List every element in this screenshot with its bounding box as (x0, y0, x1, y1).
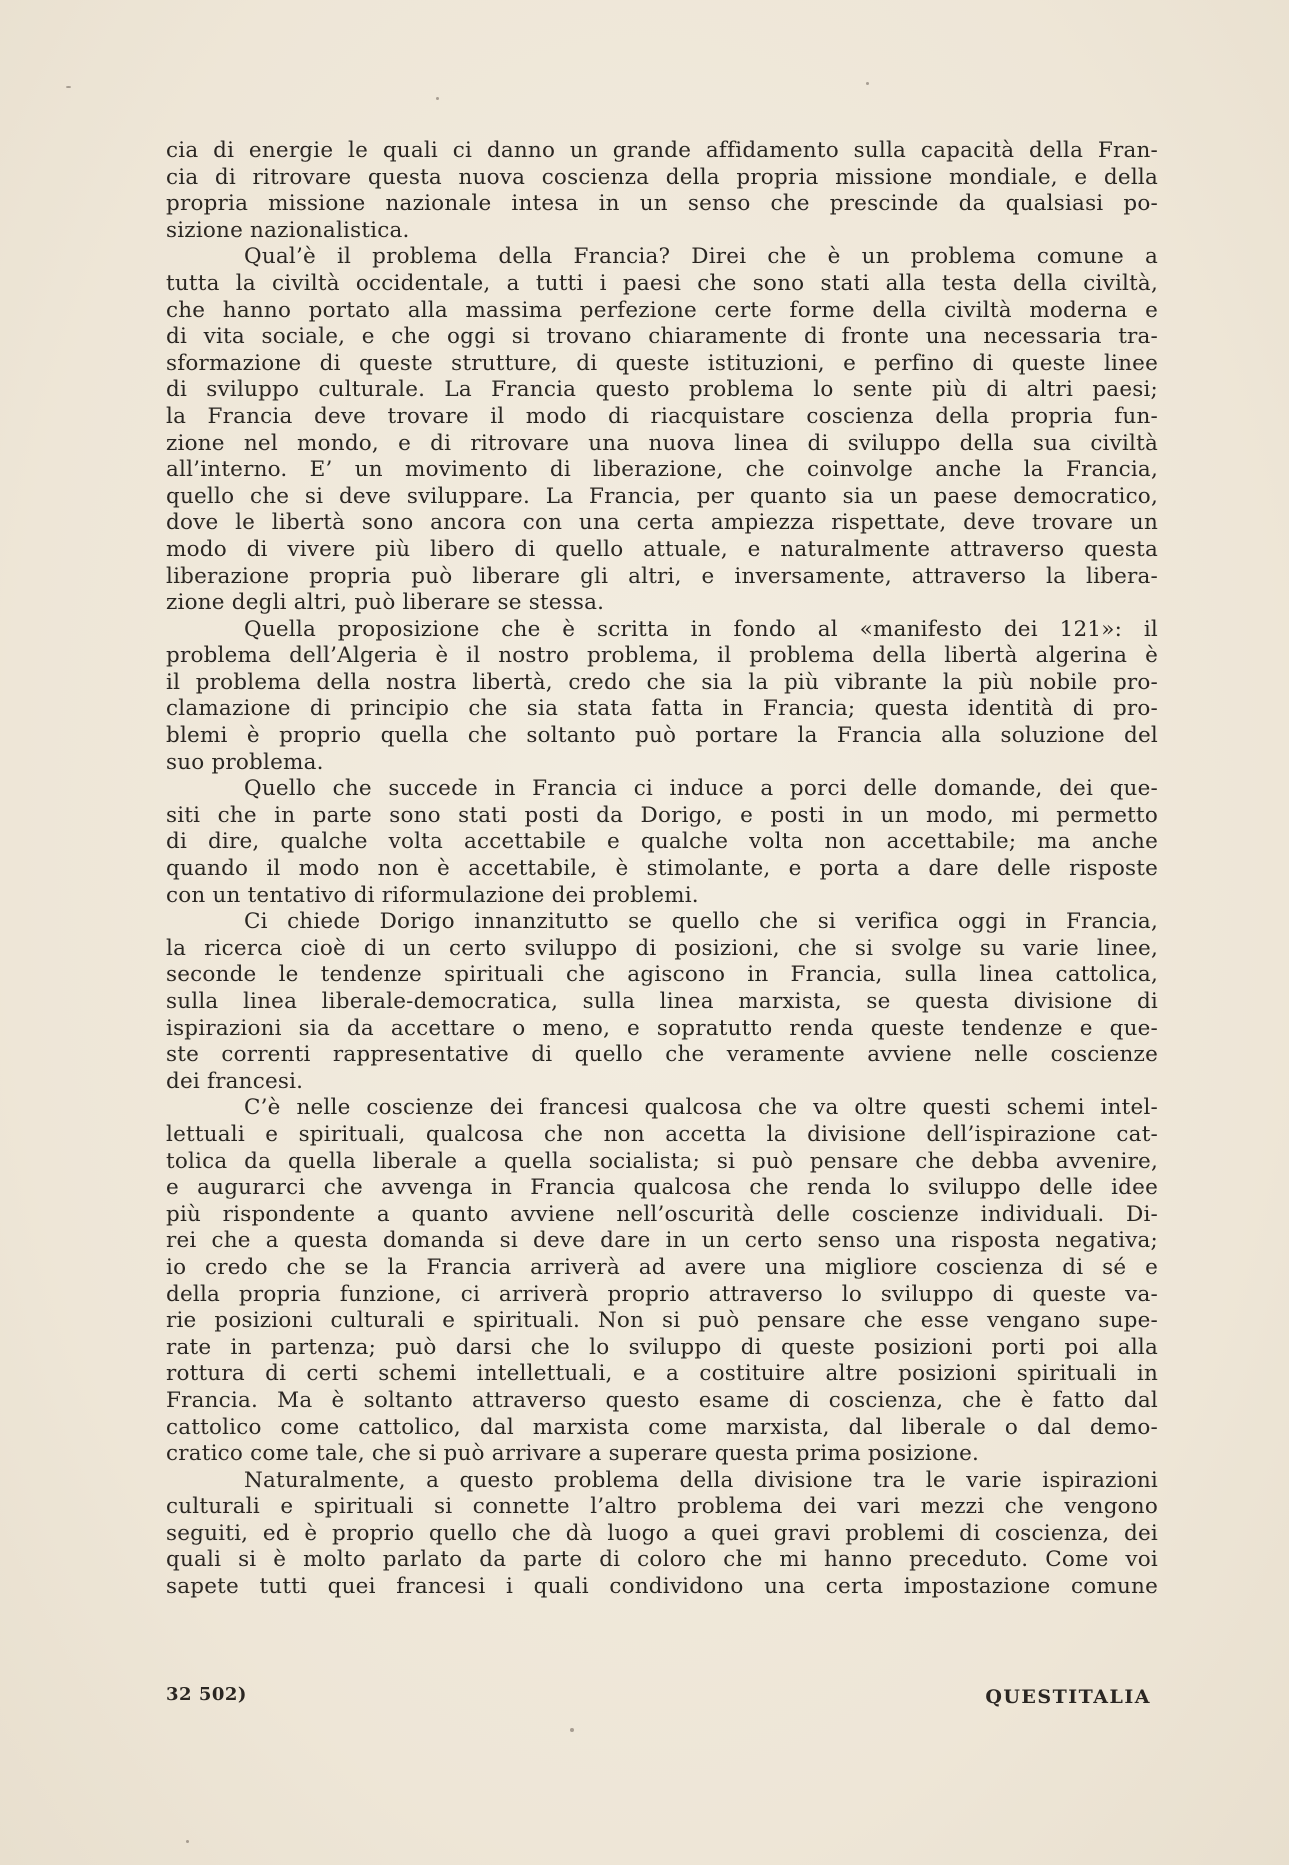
text-line: problema dell’Algeria è il nostro problema, il problema della libertà algerina è (166, 643, 1158, 669)
text-line: rate in partenza; può darsi che lo sviluppo di queste posizioni porti poi alla (166, 1334, 1158, 1360)
text-line: rottura di certi schemi intellettuali, e a costituire altre posizioni spirituali in (166, 1361, 1158, 1387)
text-line: di vita sociale, e che oggi si trovano chiaramente di fronte una necessaria tra- (166, 324, 1158, 350)
paper-speck (66, 86, 71, 88)
text-line: della propria funzione, ci arriverà proprio attraverso lo sviluppo di queste va- (166, 1281, 1158, 1307)
text-line: seconde le tendenze spirituali che agiscono in Francia, sulla linea cattolica, (166, 962, 1158, 988)
paper-speck (570, 1728, 574, 1732)
page-number: 32 502) (166, 1684, 247, 1705)
text-line: ste correnti rappresentative di quello che veramente avviene nelle coscienze (166, 1042, 1158, 1068)
text-line: Francia. Ma è soltanto attraverso questo esame di coscienza, che è fatto dal (166, 1387, 1158, 1413)
text-line: liberazione propria può liberare gli altri, e inversamente, attraverso la libera- (166, 563, 1158, 589)
text-line: zione nel mondo, e di ritrovare una nuova linea di sviluppo della sua civiltà (166, 430, 1158, 456)
text-line: rei che a questa domanda si deve dare in un certo senso una risposta negativa; (166, 1228, 1158, 1254)
text-line: dei francesi. (166, 1068, 304, 1094)
text-line: seguiti, ed è proprio quello che dà luogo a quei gravi problemi di coscienza, dei (166, 1520, 1158, 1546)
text-line: cratico come tale, che si può arrivare a superare questa prima posizione. (166, 1441, 980, 1467)
text-line: rie posizioni culturali e spirituali. Non si può pensare che esse vengano supe- (166, 1308, 1158, 1334)
text-line: ispirazioni sia da accettare o meno, e sopratutto renda queste tendenze e que- (166, 1015, 1158, 1041)
text-line: tutta la civiltà occidentale, a tutti i paesi che sono stati alla testa della civiltà, (166, 270, 1158, 296)
text-line: sulla linea liberale-democratica, sulla linea marxista, se questa divisione di (166, 989, 1158, 1014)
text-line: Naturalmente, a questo problema della divisione tra le varie ispirazioni (244, 1467, 1158, 1493)
text-line: propria missione nazionale intesa in un senso che prescinde da qualsiasi po- (166, 191, 1158, 217)
journal-name: QUESTITALIA (985, 1686, 1151, 1708)
text-line: blemi è proprio quella che soltanto può portare la Francia alla soluzione del (166, 723, 1158, 749)
text-line: io credo che se la Francia arriverà ad avere una migliore coscienza di sé e (166, 1254, 1158, 1280)
text-line: zione degli altri, può liberare se stessa. (166, 590, 605, 616)
text-line: lettuali e spirituali, qualcosa che non accetta la divisione dell’ispirazione cat- (166, 1121, 1158, 1147)
text-line: più rispondente a quanto avviene nell’oscurità delle coscienze individuali. Di- (166, 1201, 1158, 1227)
text-line: clamazione di principio che sia stata fatta in Francia; questa identità di pro- (166, 696, 1158, 722)
text-line: cia di ritrovare questa nuova coscienza della propria missione mondiale, e della (166, 164, 1158, 190)
paper-speck (866, 82, 869, 85)
text-line: sapete tutti quei francesi i quali condividono una certa impostazione comune (166, 1574, 1158, 1600)
text-line: sformazione di queste strutture, di queste istituzioni, e perfino di queste linee (166, 350, 1158, 376)
text-line: Ci chiede Dorigo innanzitutto se quello che si verifica oggi in Francia, (244, 909, 1158, 935)
body-text (166, 138, 1158, 1601)
text-line: C’è nelle coscienze dei francesi qualcosa che va oltre questi schemi intel- (244, 1095, 1158, 1121)
text-line: quando il modo non è accettabile, è stimolante, e porta a dare delle risposte (166, 856, 1158, 882)
text-line: che hanno portato alla massima perfezione certe forme della civiltà moderna e (166, 297, 1158, 323)
text-line: la Francia deve trovare il modo di riacquistare coscienza della propria fun- (166, 403, 1158, 429)
text-line: il problema della nostra libertà, credo che sia la più vibrante la più nobile pro- (166, 669, 1158, 695)
text-line: all’interno. E’ un movimento di liberazione, che coinvolge anche la Francia, (166, 457, 1158, 483)
text-line: quali si è molto parlato da parte di coloro che mi hanno preceduto. Come voi (166, 1547, 1158, 1573)
text-line: di sviluppo culturale. La Francia questo problema lo sente più di altri paesi; (166, 377, 1158, 403)
text-line: siti che in parte sono stati posti da Dorigo, e posti in un modo, mi permetto (166, 802, 1158, 828)
text-line: e augurarci che avvenga in Francia qualcosa che renda lo sviluppo delle idee (166, 1175, 1158, 1201)
paper-speck (436, 97, 439, 100)
text-line: di dire, qualche volta accettabile e qualche volta non accettabile; ma anche (166, 829, 1158, 855)
text-line: cia di energie le quali ci danno un grande affidamento sulla capacità della Fran- (166, 138, 1158, 163)
text-line: Quella proposizione che è scritta in fondo al «manifesto dei 121»: il (244, 616, 1158, 642)
text-line: con un tentativo di riformulazione dei problemi. (166, 882, 699, 908)
text-line: sizione nazionalistica. (166, 217, 410, 243)
text-line: Quello che succede in Francia ci induce a porci delle domande, dei que- (244, 776, 1158, 802)
paper-speck (186, 1840, 189, 1843)
text-line: suo problema. (166, 749, 324, 775)
text-line: Qual’è il problema della Francia? Direi che è un problema comune a (244, 244, 1158, 270)
text-line: modo di vivere più libero di quello attuale, e naturalmente attraverso questa (166, 536, 1158, 562)
text-line: la ricerca cioè di un certo sviluppo di posizioni, che si svolge su varie linee, (166, 935, 1158, 961)
text-line: cattolico come cattolico, dal marxista come marxista, dal liberale o dal demo- (166, 1414, 1158, 1440)
text-line: culturali e spirituali si connette l’altro problema dei vari mezzi che vengono (166, 1494, 1158, 1520)
text-line: quello che si deve sviluppare. La Francia, per quanto sia un paese democratico, (166, 483, 1158, 509)
text-line: dove le libertà sono ancora con una certa ampiezza rispettate, deve trovare un (166, 510, 1158, 536)
text-line: tolica da quella liberale a quella socialista; si può pensare che debba avvenire, (166, 1148, 1158, 1174)
